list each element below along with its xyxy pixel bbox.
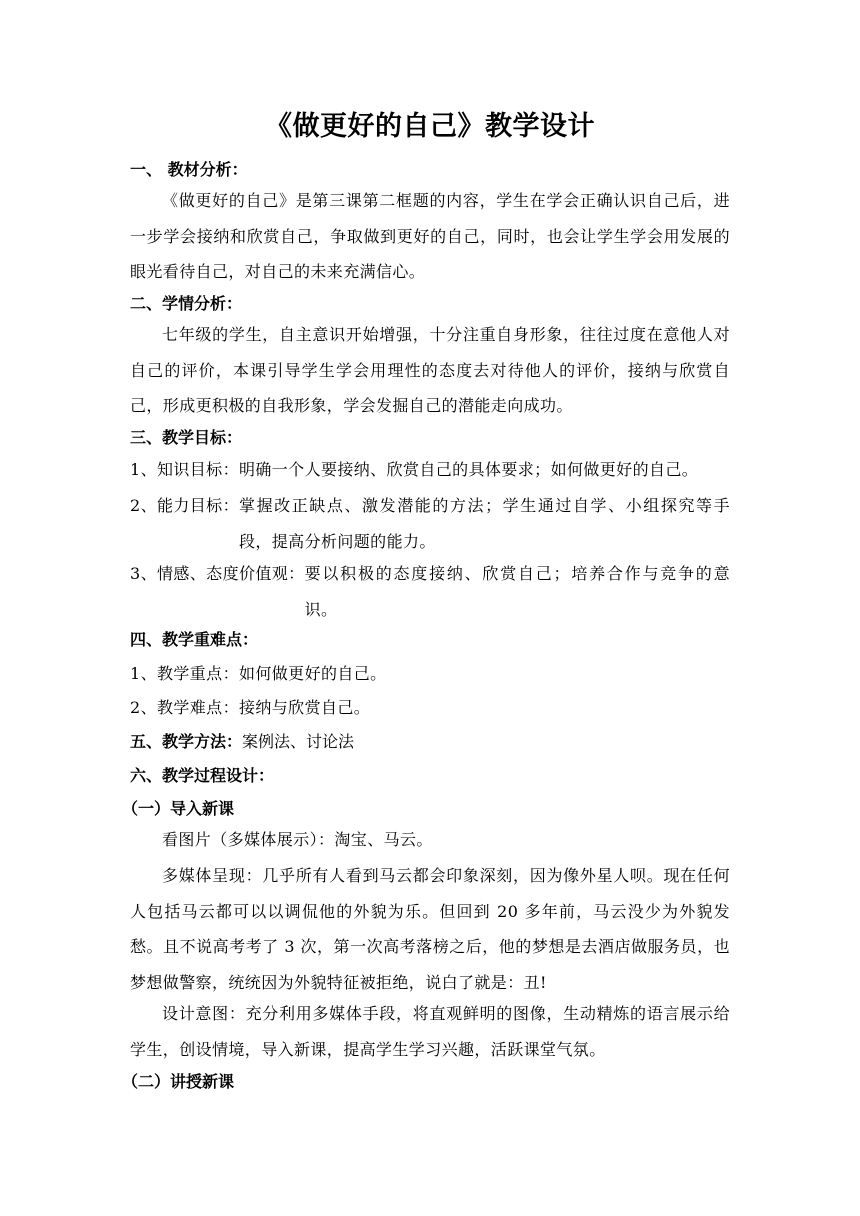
objective-label: 2、能力目标： [130, 496, 239, 515]
section-heading-teaching-process: 六、教学过程设计： [130, 766, 275, 785]
subsection-heading-new-lesson: （二）讲授新课 [122, 1072, 235, 1091]
paragraph-design-intent: 设计意图：充分利用多媒体手段，将直观鲜明的图像，生动精炼的语言展示给学生，创设情境，导入新课，提高学生学习兴趣，活跃课堂气氛。 [130, 1004, 730, 1059]
section-heading-key-difficult-points: 四、教学重难点： [130, 630, 259, 649]
paragraph-textbook-analysis: 《做更好的自己》是第三课第二框题的内容，学生在学会正确认识自己后，进一步学会接纳和欣赏自己，争取做到更好的自己，同时，也会让学生学会用发展的眼光看待自己，对自己的未来充满信心。 [130, 191, 730, 281]
paragraph-show-pictures: 看图片（多媒体展示）：淘宝、马云。 [162, 830, 433, 849]
objective-item [130, 452, 730, 488]
subsection-heading-introduction: （一）导入新课 [122, 799, 235, 818]
paragraph-multimedia-story: 多媒体呈现：几乎所有人看到马云都会印象深刻，因为像外星人呗。现在任何人包括马云都可以以调侃他的外貌为乐。但回到 20 多年前，马云没少为外貌发愁。且不说高考考了 3 次，第一次高考落榜之后，他的梦想是去酒店做服务员，也梦想做警察，统统因为外貌特征被拒绝，说白了就是：丑! [130, 866, 730, 992]
key-point-item: 1、教学重点：如何做更好的自己。 [130, 664, 387, 683]
objective-label: 3、情感、态度价值观： [130, 564, 305, 583]
teaching-methods-label: 五、教学方法： [130, 732, 243, 751]
section-heading-teaching-objectives: 三、教学目标： [130, 428, 243, 447]
teaching-methods-value: 案例法、讨论法 [242, 732, 355, 751]
paragraph-student-analysis: 七年级的学生，自主意识开始增强，十分注重自身形象，往往过度在意他人对自己的评价，本课引导学生学会用理性的态度去对待他人的评价，接纳与欣赏自己，形成更积极的自我形象，学会发掘自己的潜能走向成功。 [130, 325, 730, 415]
objective-text: 明确一个人要接纳、欣赏自己的具体要求；如何做更好的自己。 [238, 460, 699, 479]
document-title: 《做更好的自己》教学设计 [265, 111, 595, 142]
section-heading-textbook-analysis: 一、 教材分析： [130, 160, 248, 179]
objective-item [130, 488, 730, 559]
section-heading-teaching-methods [130, 728, 354, 756]
objective-item [130, 556, 730, 627]
difficult-point-item: 2、教学难点：接纳与欣赏自己。 [130, 698, 371, 717]
objective-text: 要以积极的态度接纳、欣赏自己；培养合作与竞争的意识。 [304, 564, 730, 619]
objective-text: 掌握改正缺点、激发潜能的方法；学生通过自学、小组探究等手段，提高分析问题的能力。 [238, 496, 730, 551]
objective-label: 1、知识目标： [130, 460, 239, 479]
section-heading-student-analysis: 二、学情分析： [130, 294, 243, 313]
